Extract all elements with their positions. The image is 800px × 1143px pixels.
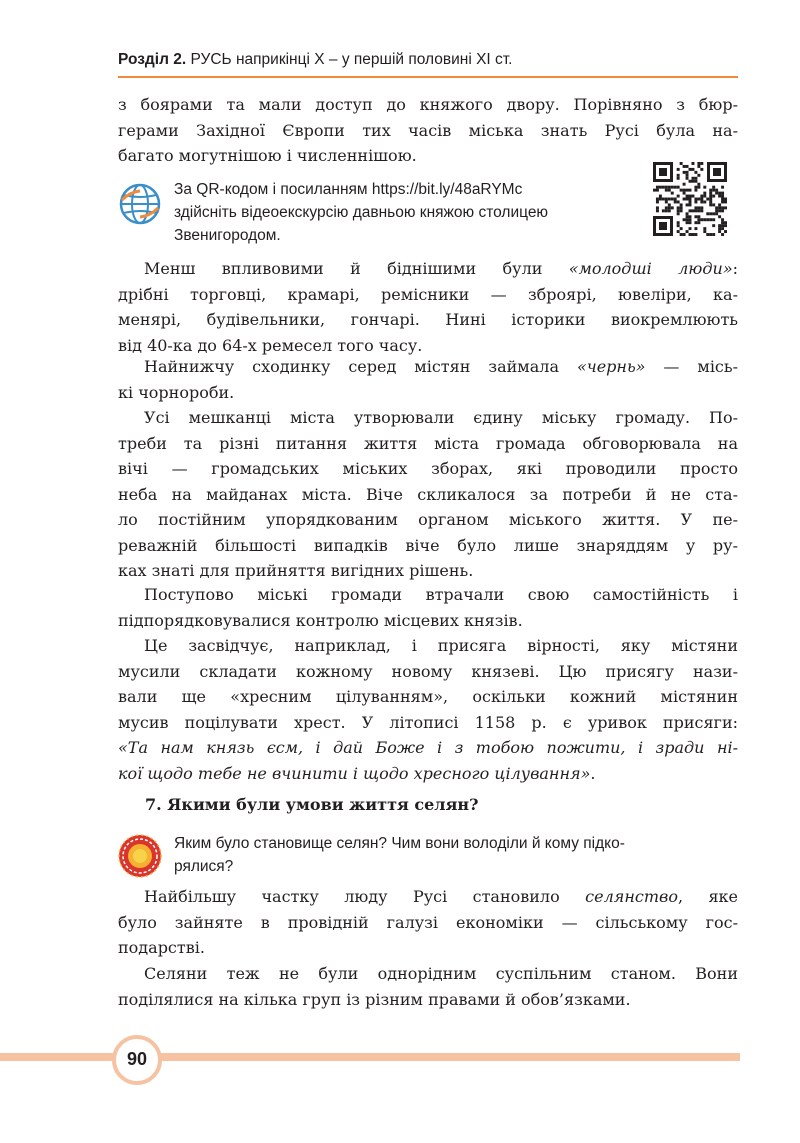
text-line: герами Західної Європи тих часів міська знать Русі була на- bbox=[118, 120, 738, 140]
text-line: Усі мешканці міста утворювали єдину міську громаду. По- bbox=[144, 408, 738, 427]
section-label: Розділ 2. bbox=[118, 51, 187, 68]
section-heading: 7. Якими були умови життя селян? bbox=[145, 795, 479, 814]
text-line: підпорядковувалися контролю місцевих князів. bbox=[118, 610, 523, 630]
text-line: неба на майданах міста. Віче скликалося за потреби й не ста- bbox=[118, 484, 738, 504]
text-line: реважній більшості випадків віче було лише знаряддям у ру- bbox=[118, 535, 738, 555]
text-line: подарстві. bbox=[118, 938, 205, 957]
paragraph-chern bbox=[118, 354, 738, 405]
text-line: Звенигородом. bbox=[174, 227, 281, 244]
text-line: було зайняте в провідній галузі економіки — сільському гос- bbox=[118, 912, 738, 932]
paragraph-oath bbox=[118, 633, 738, 786]
text-line: Менш впливовими й біднішими були «молодші люди»: bbox=[144, 259, 738, 278]
paragraph-young-people bbox=[118, 256, 738, 358]
footer-bar bbox=[0, 1053, 740, 1061]
paragraph-peasants bbox=[118, 884, 738, 961]
question-box-text bbox=[174, 832, 625, 878]
section-title: РУСЬ наприкінці Х – у першій половині ХІ ст. bbox=[190, 51, 513, 68]
page-number: 90 bbox=[126, 1049, 148, 1069]
oath-quote-line: кої щодо тебе не вчинити і щодо хресного цілування». bbox=[118, 763, 596, 783]
text-line: Найнижчу сходинку серед містян займала «чернь» — місь- bbox=[144, 357, 739, 376]
term-emphasis: «чернь» bbox=[576, 357, 646, 376]
page-header bbox=[118, 51, 738, 69]
text-line: Найбільшу частку люду Русі становило селянство, яке bbox=[144, 887, 739, 906]
text-line: треби та різні питання життя міста громада обговорювала на bbox=[118, 433, 738, 453]
text-line: ло постійним упорядкованим органом міського життя. У пе- bbox=[118, 510, 738, 529]
qr-box-text bbox=[174, 178, 548, 247]
text-line: Яким було становище селян? Чим вони володіли й кому підко- bbox=[174, 835, 625, 852]
text-line: вічі — громадських міських зборах, які проводили просто bbox=[118, 459, 738, 478]
text-line: дрібні торговці, крамарі, ремісники — зброярі, ювеліри, ка- bbox=[118, 284, 738, 304]
text-line: ках знаті для прийняття вигідних рішень. bbox=[118, 561, 474, 580]
text-line: мусив поцілувати хрест. У літописі 1158 р. є уривок присяги: bbox=[118, 712, 738, 732]
globe-icon bbox=[118, 182, 162, 226]
sun-ornament-icon bbox=[116, 832, 164, 880]
intro-paragraph bbox=[118, 92, 738, 169]
text-line: Це засвідчує, наприклад, і присяга вірності, яку містяни bbox=[144, 636, 738, 655]
paragraph-veche bbox=[118, 405, 738, 584]
text-line: За QR-кодом і посиланням https://bit.ly/48aRYMc bbox=[174, 181, 523, 198]
text-line: Селяни теж не були однорідним суспільним станом. Вони bbox=[144, 964, 738, 983]
text-line: рялися? bbox=[174, 858, 234, 875]
paragraph-lost-independence bbox=[118, 582, 738, 633]
text-line: з боярами та мали доступ до княжого двору. Порівняно з бюр- bbox=[118, 95, 738, 114]
oath-quote-line: «Та нам князь єсм, і дай Боже і з тобою пожити, і зради ні- bbox=[118, 738, 738, 757]
text-line: менярі, будівельники, гончарі. Нині історики виокремлюють bbox=[118, 310, 738, 329]
header-rule bbox=[118, 76, 738, 78]
text-line: багато могутнішою і численнішою. bbox=[118, 146, 417, 165]
text-line: кі чорнороби. bbox=[118, 382, 235, 402]
term-emphasis: «молодші люди» bbox=[568, 259, 733, 278]
text-line: вали ще «хресним цілуванням», оскільки кожний містянин bbox=[118, 687, 738, 706]
qr-code-icon[interactable] bbox=[651, 160, 729, 238]
term-emphasis: селянство bbox=[585, 887, 678, 906]
text-line: здійсніть відеоекскурсію давньою княжою столицею bbox=[174, 204, 549, 221]
text-line: мусили складати кожному новому князеві. Цю присягу нази- bbox=[118, 661, 738, 681]
text-line: поділялися на кілька груп із різним правами й обов’язками. bbox=[118, 989, 631, 1009]
paragraph-groups bbox=[118, 961, 738, 1012]
text-line: Поступово міські громади втрачали свою самостійність і bbox=[144, 585, 738, 604]
text-line: від 40-ка до 64-х ремесел того часу. bbox=[118, 335, 423, 355]
